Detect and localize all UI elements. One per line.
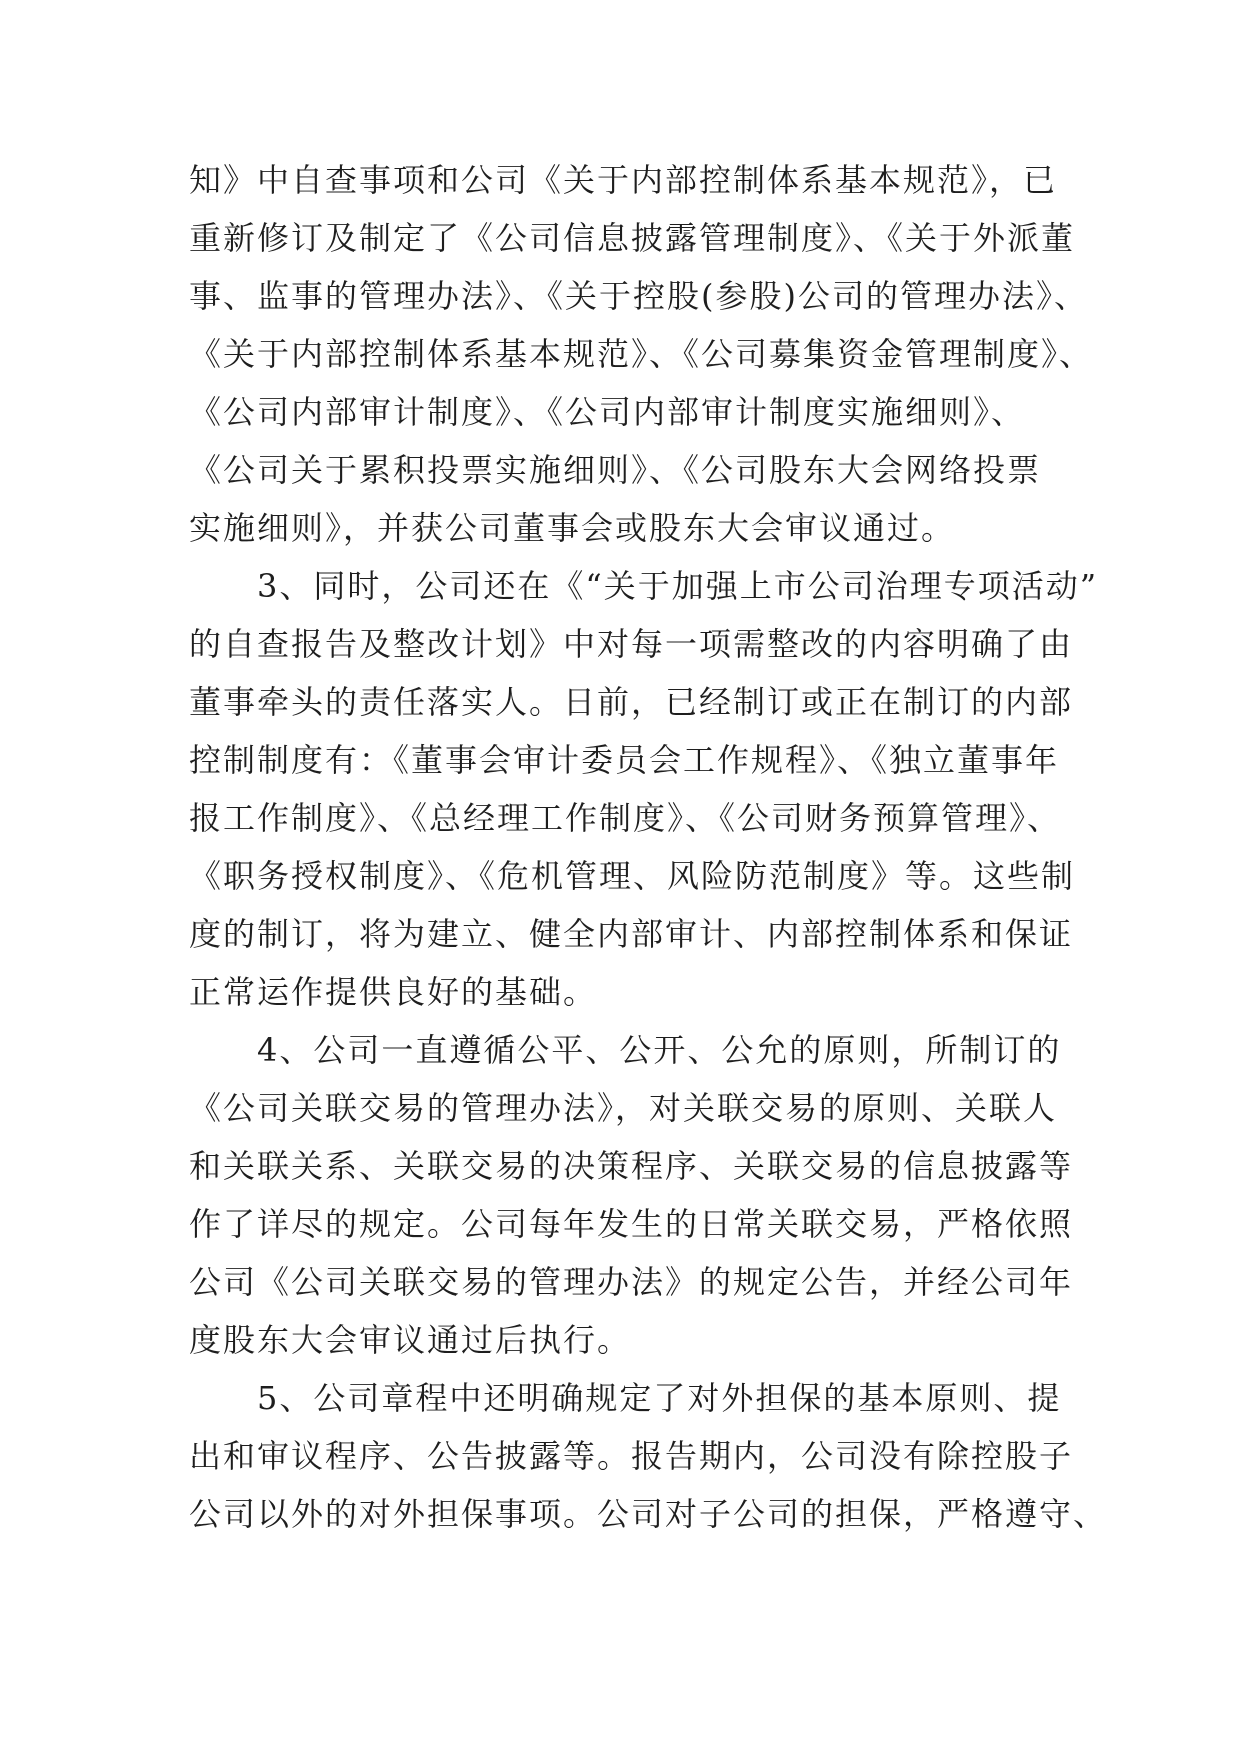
text-line: 《职务授权制度》、《危机管理、风险防范制度》等。这些制 bbox=[189, 857, 1076, 895]
text-line: 《公司关于累积投票实施细则》、《公司股东大会网络投票 bbox=[189, 451, 1042, 489]
text-line: 《关于内部控制体系基本规范》、《公司募集资金管理制度》、 bbox=[189, 335, 1094, 373]
text-line: 4、公司一直遵循公平、公开、公允的原则，所制订的 bbox=[189, 1031, 1062, 1069]
text-line: 出和审议程序、公告披露等。报告期内，公司没有除控股子 bbox=[189, 1437, 1074, 1475]
text-line: 《公司关联交易的管理办法》，对关联交易的原则、关联人 bbox=[189, 1089, 1058, 1127]
text-line: 实施细则》，并获公司董事会或股东大会审议通过。 bbox=[189, 509, 956, 547]
text-line: 正常运作提供良好的基础。 bbox=[189, 973, 598, 1011]
text-line: 公司《公司关联交易的管理办法》的规定公告，并经公司年 bbox=[189, 1263, 1074, 1301]
text-line: 作了详尽的规定。公司每年发生的日常关联交易，严格依照 bbox=[189, 1205, 1074, 1243]
text-line: 知》中自查事项和公司《关于内部控制体系基本规范》，已 bbox=[189, 161, 1058, 199]
text-line: 3、同时，公司还在《“关于加强上市公司治理专项活动” bbox=[189, 567, 1099, 605]
text-line: 的自查报告及整改计划》中对每一项需整改的内容明确了由 bbox=[189, 625, 1074, 663]
text-line: 重新修订及制定了《公司信息披露管理制度》、《关于外派董 bbox=[189, 219, 1076, 257]
text-line: 和关联关系、关联交易的决策程序、关联交易的信息披露等 bbox=[189, 1147, 1074, 1185]
text-line: 度的制订，将为建立、健全内部审计、内部控制体系和保证 bbox=[189, 915, 1074, 953]
text-line: 度股东大会审议通过后执行。 bbox=[189, 1321, 632, 1359]
text-line: 5、公司章程中还明确规定了对外担保的基本原则、提 bbox=[189, 1379, 1062, 1417]
text-line: 事、监事的管理办法》、《关于控股(参股)公司的管理办法》、 bbox=[189, 277, 1088, 315]
text-line: 公司以外的对外担保事项。公司对子公司的担保，严格遵守、 bbox=[189, 1495, 1108, 1533]
text-line: 《公司内部审计制度》、《公司内部审计制度实施细则》、 bbox=[189, 393, 1026, 431]
text-line: 董事牵头的责任落实人。日前，已经制订或正在制订的内部 bbox=[189, 683, 1074, 721]
text-line: 控制制度有：《董事会审计委员会工作规程》、《独立董事年 bbox=[189, 741, 1060, 779]
text-line: 报工作制度》、《总经理工作制度》、《公司财务预算管理》、 bbox=[189, 799, 1062, 837]
